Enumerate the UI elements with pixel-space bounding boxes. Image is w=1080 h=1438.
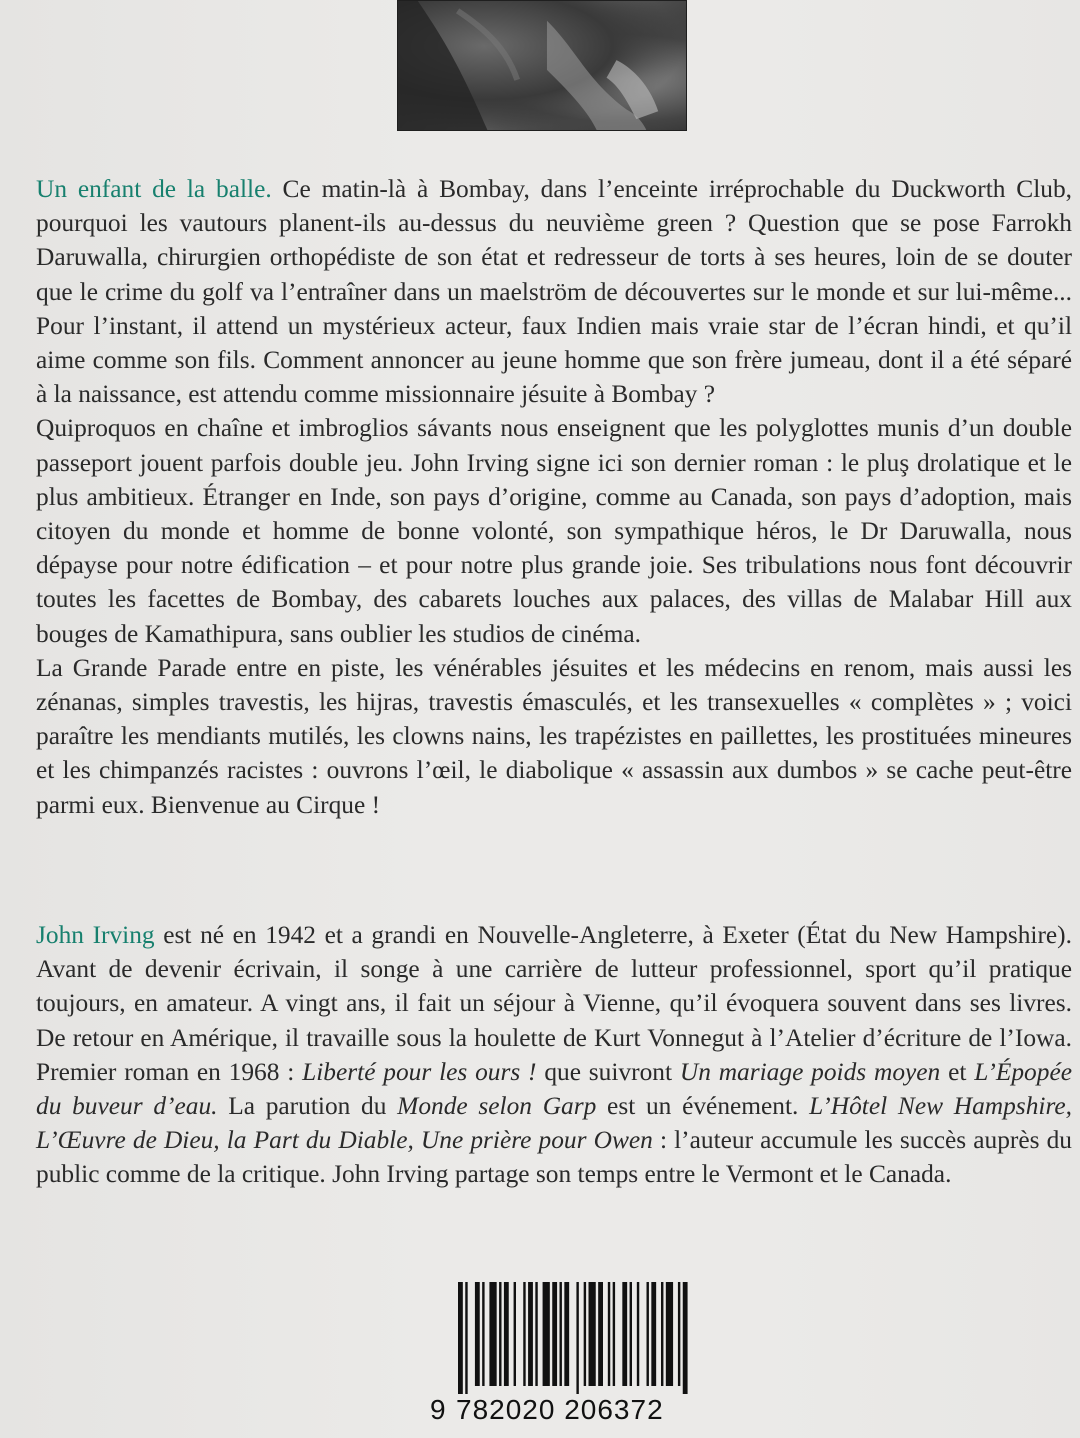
barcode-number: 782020 206372 bbox=[456, 1394, 664, 1425]
barcode-first-digit: 9 bbox=[430, 1394, 447, 1425]
bio-text-4: La parution du bbox=[217, 1092, 398, 1121]
isbn-barcode bbox=[430, 1282, 692, 1428]
barcode-bar bbox=[678, 1282, 680, 1386]
bio-text-1: est né en 1942 et a grandi en Nouvelle-Angleterre, à Exeter (État du New Hampshire). Avant de devenir écrivain, il songe à une carrière de lutteur professionnel, sport qu’il pratique toujours, en amateur. A vingt ans, il fait un séjour à Vienne, qu’il évoquera souvent dans ses livres. De retour en Amérique, il travaille sous la houlette de Kurt Vonnegut à l’Atelier d’écriture de l’Iowa. Premier roman en 1968 : bbox=[36, 921, 1072, 1086]
summary-lead: Un enfant de la balle. bbox=[36, 175, 272, 203]
barcode-bar bbox=[637, 1282, 639, 1386]
barcode-digits bbox=[430, 1394, 692, 1426]
author-photo bbox=[397, 0, 687, 131]
barcode-bar bbox=[683, 1282, 688, 1394]
barcode-bar bbox=[489, 1282, 496, 1386]
barcode-bar bbox=[458, 1282, 463, 1394]
barcode-bar bbox=[543, 1282, 550, 1386]
summary-paragraph-3: La Grande Parade entre en piste, les vénérables jésuites et les médecins en renom, mais aussi les zénanas, simples travestis, les hijras, travestis émasculés, et les transexuelles « complètes » ; voici paraître les mendiants mutilés, les clowns nains, les trapézistes en paillettes, les prostituées mineures et les chimpanzés racistes : ouvrons l’œil, le diabolique « assassin aux dumbos » se cache peut-être parmi eux. Bienvenue au Cirque ! bbox=[36, 653, 1072, 819]
barcode-bar bbox=[651, 1282, 656, 1386]
bio-text-3: et bbox=[940, 1057, 975, 1086]
barcode-bar bbox=[528, 1282, 533, 1386]
barcode-bar bbox=[560, 1282, 562, 1386]
bio-text-5: est un événement. bbox=[596, 1092, 810, 1121]
bio-title-5: L’Hôtel New Hampshire, L’Œuvre de Dieu, la Part du Diable, Une prière pour Owen bbox=[36, 1092, 1072, 1155]
summary-text-1: Ce matin-là à Bombay, dans l’enceinte irréprochable du Duckworth Club, pourquoi les vautours planent-ils au-dessus du neuvième green ? Question que se pose Farrokh Daruwalla, chirurgien orthopédiste de son état et redresseur de torts à ses heures, loin de se douter que le crime du golf va l’entraîner dans un maelström de découvertes sur le monde et sur lui-même... Pour l’instant, il attend un mystérieux acteur, faux Indien mais vraie star de l’écran hindi, et qu’il aime comme son fils. Comment annoncer au jeune homme que son frère jumeau, dont il a été séparé à la naissance, est attendu comme missionnaire jésuite à Bombay ? bbox=[36, 175, 1073, 409]
bio-text-6: : l’auteur accumule les succès auprès du public comme de la critique. John Irving partage son temps entre le Vermont et le Canada. bbox=[36, 1126, 1073, 1189]
barcode-bar bbox=[647, 1282, 649, 1386]
barcode-bar bbox=[504, 1282, 509, 1386]
barcode-bar bbox=[523, 1282, 525, 1386]
barcode-bar bbox=[613, 1282, 615, 1386]
bio-title-1: Liberté pour les ours ! bbox=[302, 1057, 537, 1086]
summary-paragraph-2: Quiproquos en chaîne et imbroglios sávants nous enseignent que les polyglottes munis d’un double passeport jouent parfois double jeu. John Irving signe ici son dernier roman : le pluş drolatique et le plus ambitieux. Étranger en Inde, son pays d’origine, comme au Canada, son pays d’adoption, mais citoyen du monde et homme de bonne volonté, son sympathique héros, le Dr Daruwalla, nous dépayse pour notre édification – et pour notre plus grande joie. Ses tribulations nous font découvrir toutes les facettes de Bombay, des cabarets louches aux palaces, des villas de Malabar Hill aux bouges de Kamathipura, sans oublier les studios de cinéma. bbox=[36, 414, 1072, 648]
barcode-bar bbox=[630, 1282, 632, 1386]
barcode-bar bbox=[564, 1282, 569, 1386]
barcode-bar bbox=[475, 1282, 480, 1386]
book-summary bbox=[36, 172, 1072, 822]
barcode-bar bbox=[482, 1282, 484, 1386]
barcode-bar bbox=[499, 1282, 501, 1386]
bio-title-4: Monde selon Garp bbox=[397, 1092, 597, 1121]
barcode-bar bbox=[584, 1282, 586, 1386]
barcode-bar bbox=[514, 1282, 516, 1386]
author-bio bbox=[36, 918, 1072, 1192]
barcode-bar bbox=[661, 1282, 663, 1386]
bio-paragraph bbox=[36, 918, 1072, 1192]
bio-text-2: que suivront bbox=[536, 1057, 680, 1086]
summary-paragraph-1 bbox=[36, 172, 1072, 411]
barcode-bar bbox=[608, 1282, 610, 1386]
barcode-bar bbox=[465, 1282, 467, 1394]
barcode-bar bbox=[535, 1282, 537, 1386]
barcode-bars bbox=[458, 1282, 690, 1394]
barcode-bar bbox=[666, 1282, 673, 1386]
barcode-bar bbox=[622, 1282, 627, 1386]
barcode-bar bbox=[589, 1282, 596, 1386]
bio-title-3: L’Épopée du buveur d’eau. bbox=[36, 1057, 1072, 1121]
bio-lead: John Irving bbox=[36, 921, 155, 949]
bio-title-2: Un mariage poids moyen bbox=[679, 1057, 941, 1086]
barcode-bar bbox=[576, 1282, 578, 1394]
barcode-bar bbox=[598, 1282, 603, 1386]
barcode-bar bbox=[552, 1282, 557, 1386]
